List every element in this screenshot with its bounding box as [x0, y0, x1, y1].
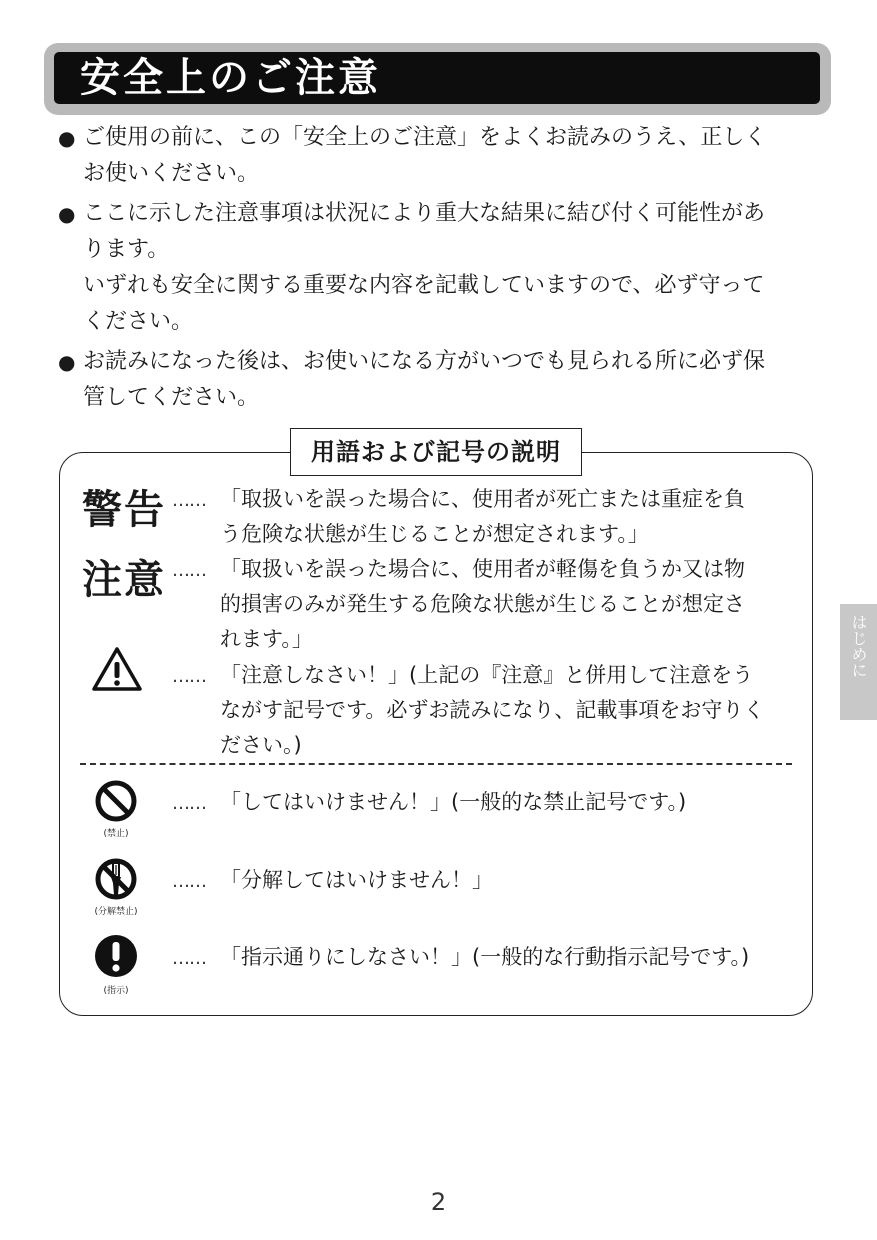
side-tab-label: はじめに: [849, 614, 868, 678]
warning-desc-line: 「取扱いを誤った場合に、使用者が死亡または重症を負: [220, 487, 745, 511]
caution-desc-line: れます。」: [220, 627, 313, 651]
prohibit-desc: 「してはいけません！」(一般的な禁止記号です。): [220, 790, 687, 814]
intro-text: いずれも安全に関する重要な内容を記載していますので、必ず守って: [83, 273, 765, 298]
prohibition-icon: [94, 779, 138, 823]
caution-term: 注意: [82, 557, 166, 603]
intro-text: ります。: [83, 237, 170, 262]
attention-desc-line: ださい。): [220, 733, 302, 757]
bullet-dot: ●: [58, 350, 76, 374]
caution-desc-line: 「取扱いを誤った場合に、使用者が軽傷を負うか又は物: [220, 557, 745, 581]
warning-term: 警告: [82, 487, 166, 533]
leader-dots: ……: [172, 666, 206, 687]
intro-text: ください。: [83, 309, 194, 334]
intro-text: 管してください。: [83, 385, 260, 410]
no-disassembly-icon: [94, 857, 138, 901]
warning-triangle-icon: [91, 646, 143, 692]
intro-text: ここに示した注意事項は状況により重大な結果に結び付く可能性があ: [83, 201, 766, 226]
intro-text: お読みになった後は、お使いになる方がいつでも見られる所に必ず保: [83, 349, 766, 374]
leader-dots: ……: [172, 560, 206, 581]
intro-text: お使いください。: [83, 161, 260, 186]
disassembly-caption: (分解禁止): [94, 907, 138, 917]
page-number: 2: [430, 1188, 447, 1216]
intro-bullet-3: [58, 344, 818, 416]
intro-list: [58, 120, 818, 420]
leader-dots: ……: [172, 793, 206, 814]
bullet-dot: ●: [58, 126, 76, 150]
instruction-caption: (指示): [103, 986, 129, 996]
bullet-dot: ●: [58, 202, 76, 226]
prohibit-caption: (禁止): [103, 829, 129, 839]
instruction-desc: 「指示通りにしなさい！」(一般的な行動指示記号です。): [220, 945, 750, 969]
side-tab: [840, 604, 877, 720]
legend-title: 用語および記号の説明: [290, 428, 582, 476]
leader-dots: ……: [172, 490, 206, 511]
attention-desc-line: ながす記号です。必ずお読みになり、記載事項をお守りく: [220, 698, 765, 722]
leader-dots: ……: [172, 871, 206, 892]
attention-desc-line: 「注意しなさい！」(上記の『注意』と併用して注意をう: [220, 663, 754, 687]
intro-bullet-2: [58, 196, 818, 340]
leader-dots: ……: [172, 948, 206, 969]
legend-divider: [80, 763, 792, 765]
intro-text: ご使用の前に、この「安全上のご注意」をよくお読みのうえ、正しく: [83, 125, 767, 150]
caution-desc-line: 的損害のみが発生する危険な状態が生じることが想定さ: [220, 592, 745, 616]
disassembly-desc: 「分解してはいけません！」: [220, 868, 493, 892]
page-title: 安全上のご注意: [80, 55, 381, 101]
warning-desc-line: う危険な状態が生じることが想定されます。」: [220, 522, 649, 546]
intro-bullet-1: [58, 120, 818, 192]
mandatory-action-icon: [94, 934, 138, 978]
